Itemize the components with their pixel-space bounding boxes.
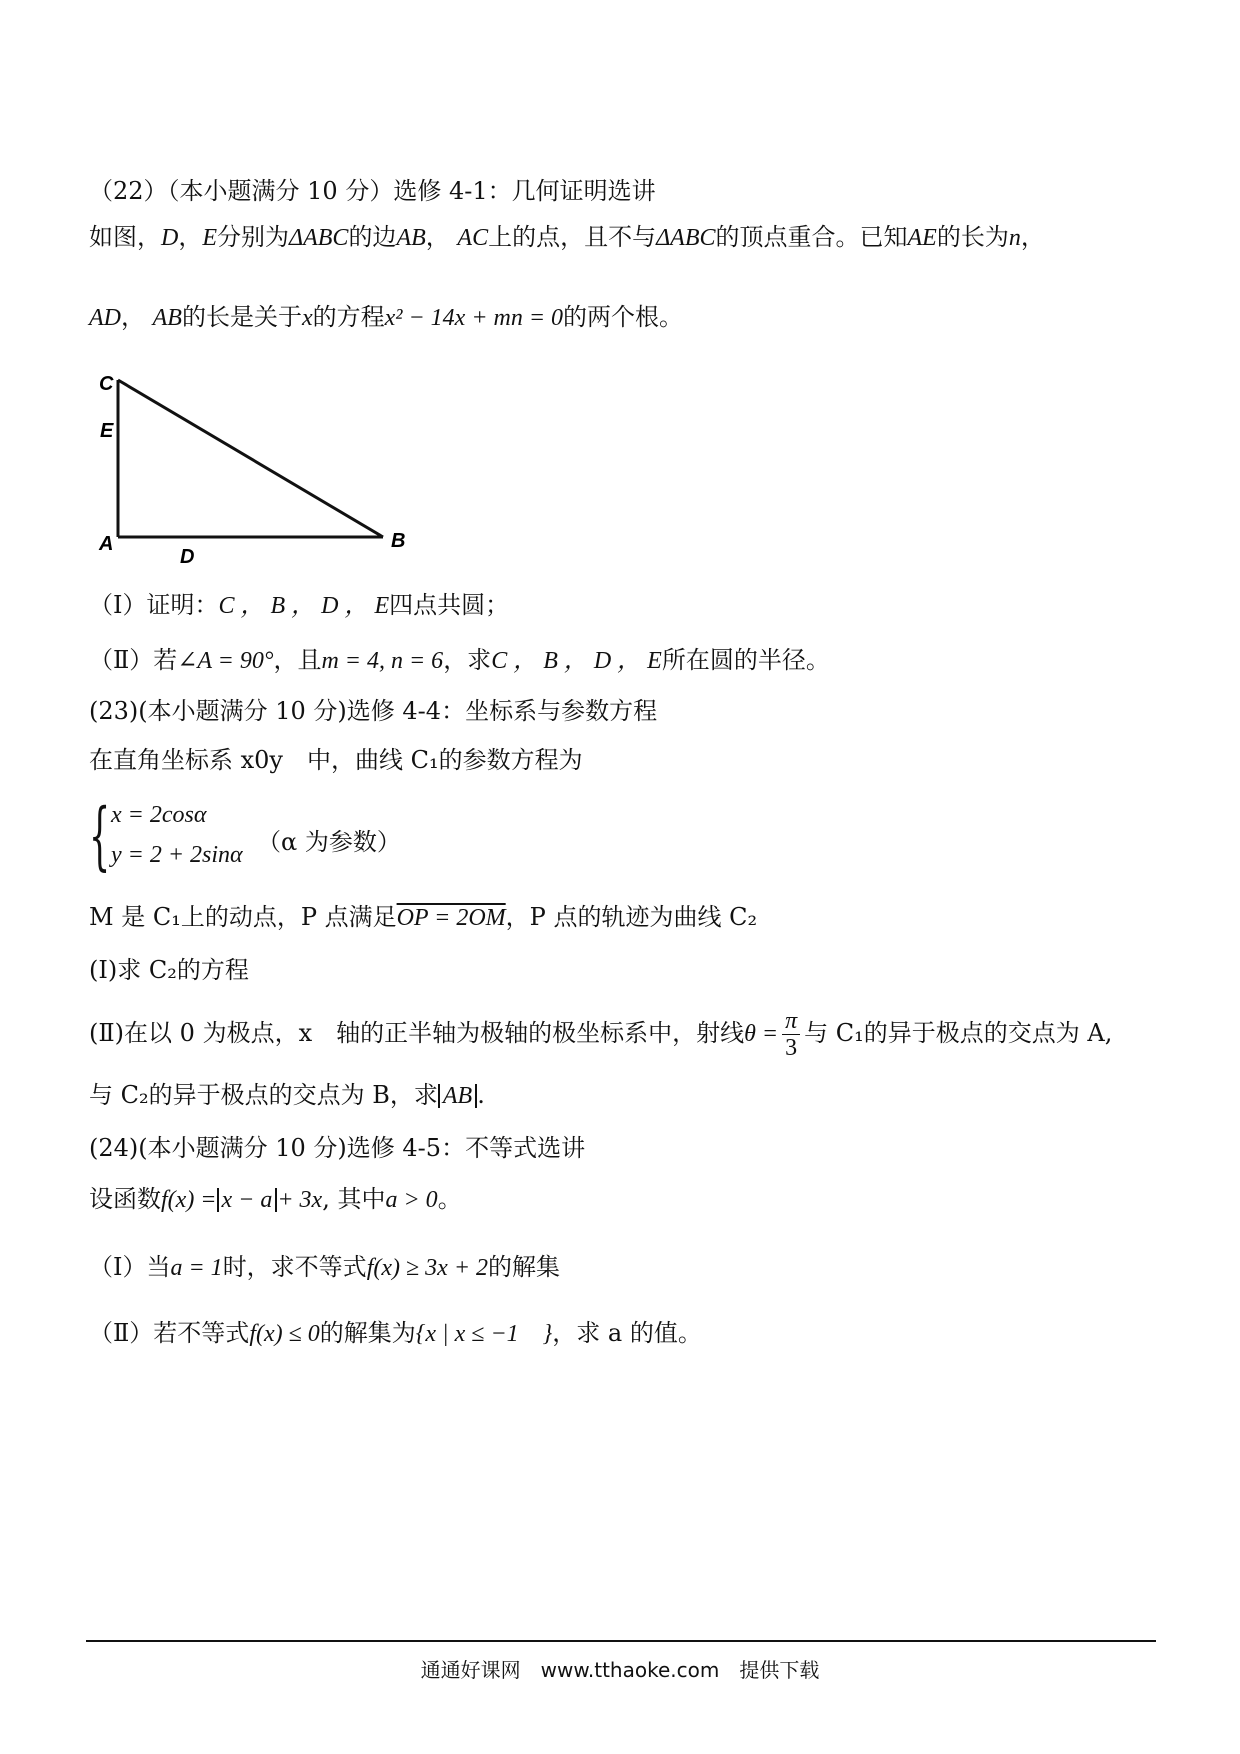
footer-rule	[86, 1640, 1156, 1642]
q23-part2-line1: (Ⅱ)在以 0 为极点，x 轴的正半轴为极轴的极坐标系中，射线θ = $\frac{\pi}{3}$ 与 C₁的异于极点的交点为 A,	[89, 1008, 1113, 1061]
label-d: D	[180, 546, 195, 565]
q24-title: (24)(本小题满分 10 分)选修 4-5：不等式选讲	[89, 1134, 586, 1162]
q23-title: (23)(本小题满分 10 分)选修 4-4：坐标系与参数方程	[89, 697, 658, 725]
triangle-figure	[95, 365, 425, 565]
q24-part1: （Ⅰ）当a = 1时，求不等式f(x) ≥ 3x + 2的解集	[89, 1253, 561, 1281]
q23-line1: 在直角坐标系 x0y 中，曲线 C₁的参数方程为	[89, 746, 583, 774]
q23-eq-y: y = 2 + 2sinα	[111, 842, 243, 868]
q22-title: （22）（本小题满分 10 分）选修 4-1：几何证明选讲	[89, 177, 656, 205]
q22-statement-line1: 如图，D，E分别为ΔABC的边AB， AC上的点，且不与ΔABC的顶点重合。已知AE的长为n，	[89, 223, 1045, 251]
q24-line1: 设函数f(x) = x − a + 3x, 其中a > 0。	[89, 1185, 462, 1213]
label-c: C	[99, 373, 114, 395]
q23-part1: (Ⅰ)求 C₂的方程	[89, 956, 249, 984]
q22-equation: x² − 14x + mn = 0	[384, 305, 564, 331]
footer-text: 通通好课网 www.tthaoke.com 提供下载	[420, 1658, 820, 1682]
q23-line2: M 是 C₁上的动点，P 点满足OP = 2OM，P 点的轨迹为曲线 C₂	[89, 903, 758, 931]
q22-part1: （Ⅰ）证明：C ， B ， D ， E四点共圆；	[89, 591, 510, 619]
q23-part2-line2: 与 C₂的异于极点的交点为 B，求 AB .	[89, 1081, 485, 1109]
label-a: A	[99, 533, 114, 555]
label-b: B	[391, 530, 406, 552]
q24-part2: （Ⅱ）若不等式f(x) ≤ 0的解集为{x | x ≤ −1 }，求 a 的值。	[89, 1319, 702, 1347]
q22-statement-line2: AD， AB的长是关于x的方程x² − 14x + mn = 0的两个根。	[89, 303, 684, 331]
left-brace-icon: {	[89, 793, 111, 879]
pi-over-3-fraction: $\frac{\pi}{3}$	[782, 1008, 800, 1061]
q22-part2: （Ⅱ）若∠A = 90°，且m = 4, n = 6，求C ， B ， D ， E所在圆的半径。	[89, 646, 830, 674]
q23-eq-x: x = 2cosα	[111, 802, 207, 828]
q23-parametric-system	[89, 793, 589, 879]
q23-param-note: （α 为参数）	[257, 828, 401, 856]
label-e: E	[100, 420, 114, 442]
q23-vector-eq: OP = 2OM	[396, 905, 506, 931]
